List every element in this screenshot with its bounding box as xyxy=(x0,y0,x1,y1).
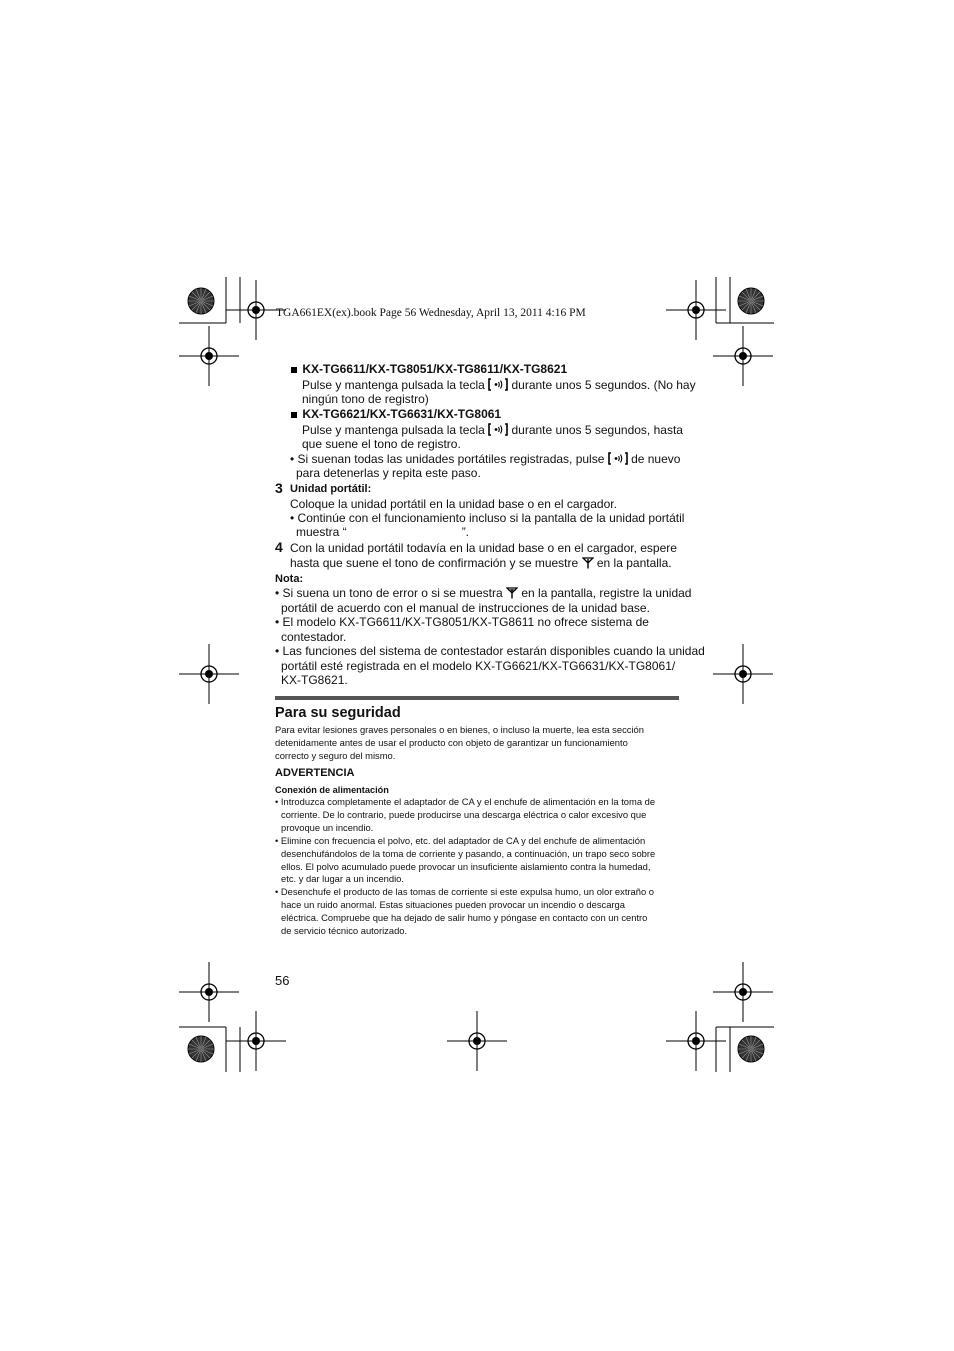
safety-p2-line3: ellos. El polvo acumulado puede provocar un insuficiente aislamiento contra la humedad, xyxy=(281,861,651,872)
safety-p2-line2: desenchufándolos de la toma de corriente y pasando, a continuación, un trapo seco sobre xyxy=(281,848,656,859)
step4-line1: Con la unidad portátil todavía en la unidad base o en el cargador, espere xyxy=(290,541,677,555)
square-bullet-icon xyxy=(290,366,299,375)
note-3-line3: KX-TG8621. xyxy=(281,673,348,687)
note-1-line2: portátil de acuerdo con el manual de instrucciones de la unidad base. xyxy=(281,601,650,615)
text: de nuevo xyxy=(631,452,681,466)
page-number: 56 xyxy=(275,973,290,988)
paging-key-icon xyxy=(608,452,628,465)
safety-p3-line4: de servicio técnico autorizado. xyxy=(281,925,408,936)
step-number-4: 4 xyxy=(275,539,283,555)
safety-intro-2: detenidamente antes de usar el producto con objeto de garantizar un funcionamiento xyxy=(275,737,628,748)
text: • Si suena un tono de error o si se muestra xyxy=(275,586,503,600)
text: en la pantalla. xyxy=(596,556,672,570)
step-number-3: 3 xyxy=(275,480,283,496)
step2-bullet-line1 xyxy=(290,452,680,467)
safety-p2-line4: etc. y dar lugar a un incendio. xyxy=(281,873,404,884)
model-a-heading-text: KX-TG6611/KX-TG8051/KX-TG8611/KX-TG8621 xyxy=(302,362,568,376)
step2-bullet-line2: para detenerlas y repita este paso. xyxy=(296,466,481,480)
step3-line1: Coloque la unidad portátil en la unidad base o en el cargador. xyxy=(290,497,617,511)
step3-bullet1: • Continúe con el funcionamiento incluso si la pantalla de la unidad portátil xyxy=(290,511,685,525)
square-bullet-icon xyxy=(290,411,299,420)
model-b-heading xyxy=(290,407,501,422)
step3-heading: Unidad portátil: xyxy=(290,483,372,495)
paging-key-icon xyxy=(488,378,508,391)
text: durante unos 5 segundos. (No hay xyxy=(511,378,696,392)
safety-p1-line2: corriente. De lo contrario, puede producirse una descarga eléctrica o calor excesivo que xyxy=(281,809,647,820)
safety-p1-line3: provoque un incendio. xyxy=(281,822,374,833)
section-title: Para su seguridad xyxy=(275,705,401,721)
safety-p3-line2: hace un ruido anormal. Estas situaciones pueden provocar un incendio o descarga xyxy=(281,899,625,910)
model-a-heading xyxy=(290,362,567,377)
text: ”. xyxy=(461,525,470,539)
note-heading: Nota: xyxy=(275,573,304,585)
text: Pulse y mantenga pulsada la tecla xyxy=(302,423,485,437)
note-3-line1: • Las funciones del sistema de contestador estarán disponibles cuando la unidad xyxy=(275,644,705,658)
book-header: TGA661EX(ex).book Page 56 Wednesday, April 13, 2011 4:16 PM xyxy=(276,307,586,319)
antenna-icon xyxy=(506,587,518,599)
safety-p1-line1: • Introduzca completamente el adaptador de CA y el enchufe de alimentación en la toma de xyxy=(275,796,656,807)
power-subheading: Conexión de alimentación xyxy=(275,785,389,795)
note-2-line2: contestador. xyxy=(281,630,347,644)
text: en la pantalla, registre la unidad xyxy=(521,586,692,600)
section-divider xyxy=(275,696,679,700)
step3-bullet2 xyxy=(296,525,469,540)
model-b-line1 xyxy=(302,423,683,438)
safety-intro-1: Para evitar lesiones graves personales o en bienes, o incluso la muerte, lea esta sección xyxy=(275,724,644,735)
text: Pulse y mantenga pulsada la tecla xyxy=(302,378,485,392)
model-b-heading-text: KX-TG6621/KX-TG6631/KX-TG8061 xyxy=(302,407,502,421)
safety-p2-line1: • Elimine con frecuencia el polvo, etc. del adaptador de CA y del enchufe de alimentación xyxy=(275,835,646,846)
step4-line2 xyxy=(290,556,672,571)
note-3-line2: portátil esté registrada en el modelo KX-TG6621/KX-TG6631/KX-TG8061/ xyxy=(281,659,676,673)
text: hasta que suene el tono de confirmación y se muestre xyxy=(290,556,579,570)
note-1-line1 xyxy=(275,586,691,601)
text: • Si suenan todas las unidades portátiles registradas, pulse xyxy=(290,452,605,466)
safety-p3-line1: • Desenchufe el producto de las tomas de corriente si este expulsa humo, un olor extraño o xyxy=(275,886,655,897)
text: durante unos 5 segundos, hasta xyxy=(511,423,683,437)
safety-p3-line3: eléctrica. Compruebe que ha dejado de salir humo y póngase en contacto con un centro xyxy=(281,912,648,923)
text: muestra “ xyxy=(296,525,347,539)
paging-key-icon xyxy=(488,423,508,436)
model-b-line2: que suene el tono de registro. xyxy=(302,437,461,451)
antenna-icon xyxy=(582,557,594,569)
model-a-line2: ningún tono de registro) xyxy=(302,392,429,406)
note-2-line1: • El modelo KX-TG6611/KX-TG8051/KX-TG8611 no ofrece sistema de xyxy=(275,615,649,629)
warning-heading: ADVERTENCIA xyxy=(275,767,355,779)
safety-intro-3: correcto y seguro del mismo. xyxy=(275,750,396,761)
model-a-line1 xyxy=(302,378,696,393)
